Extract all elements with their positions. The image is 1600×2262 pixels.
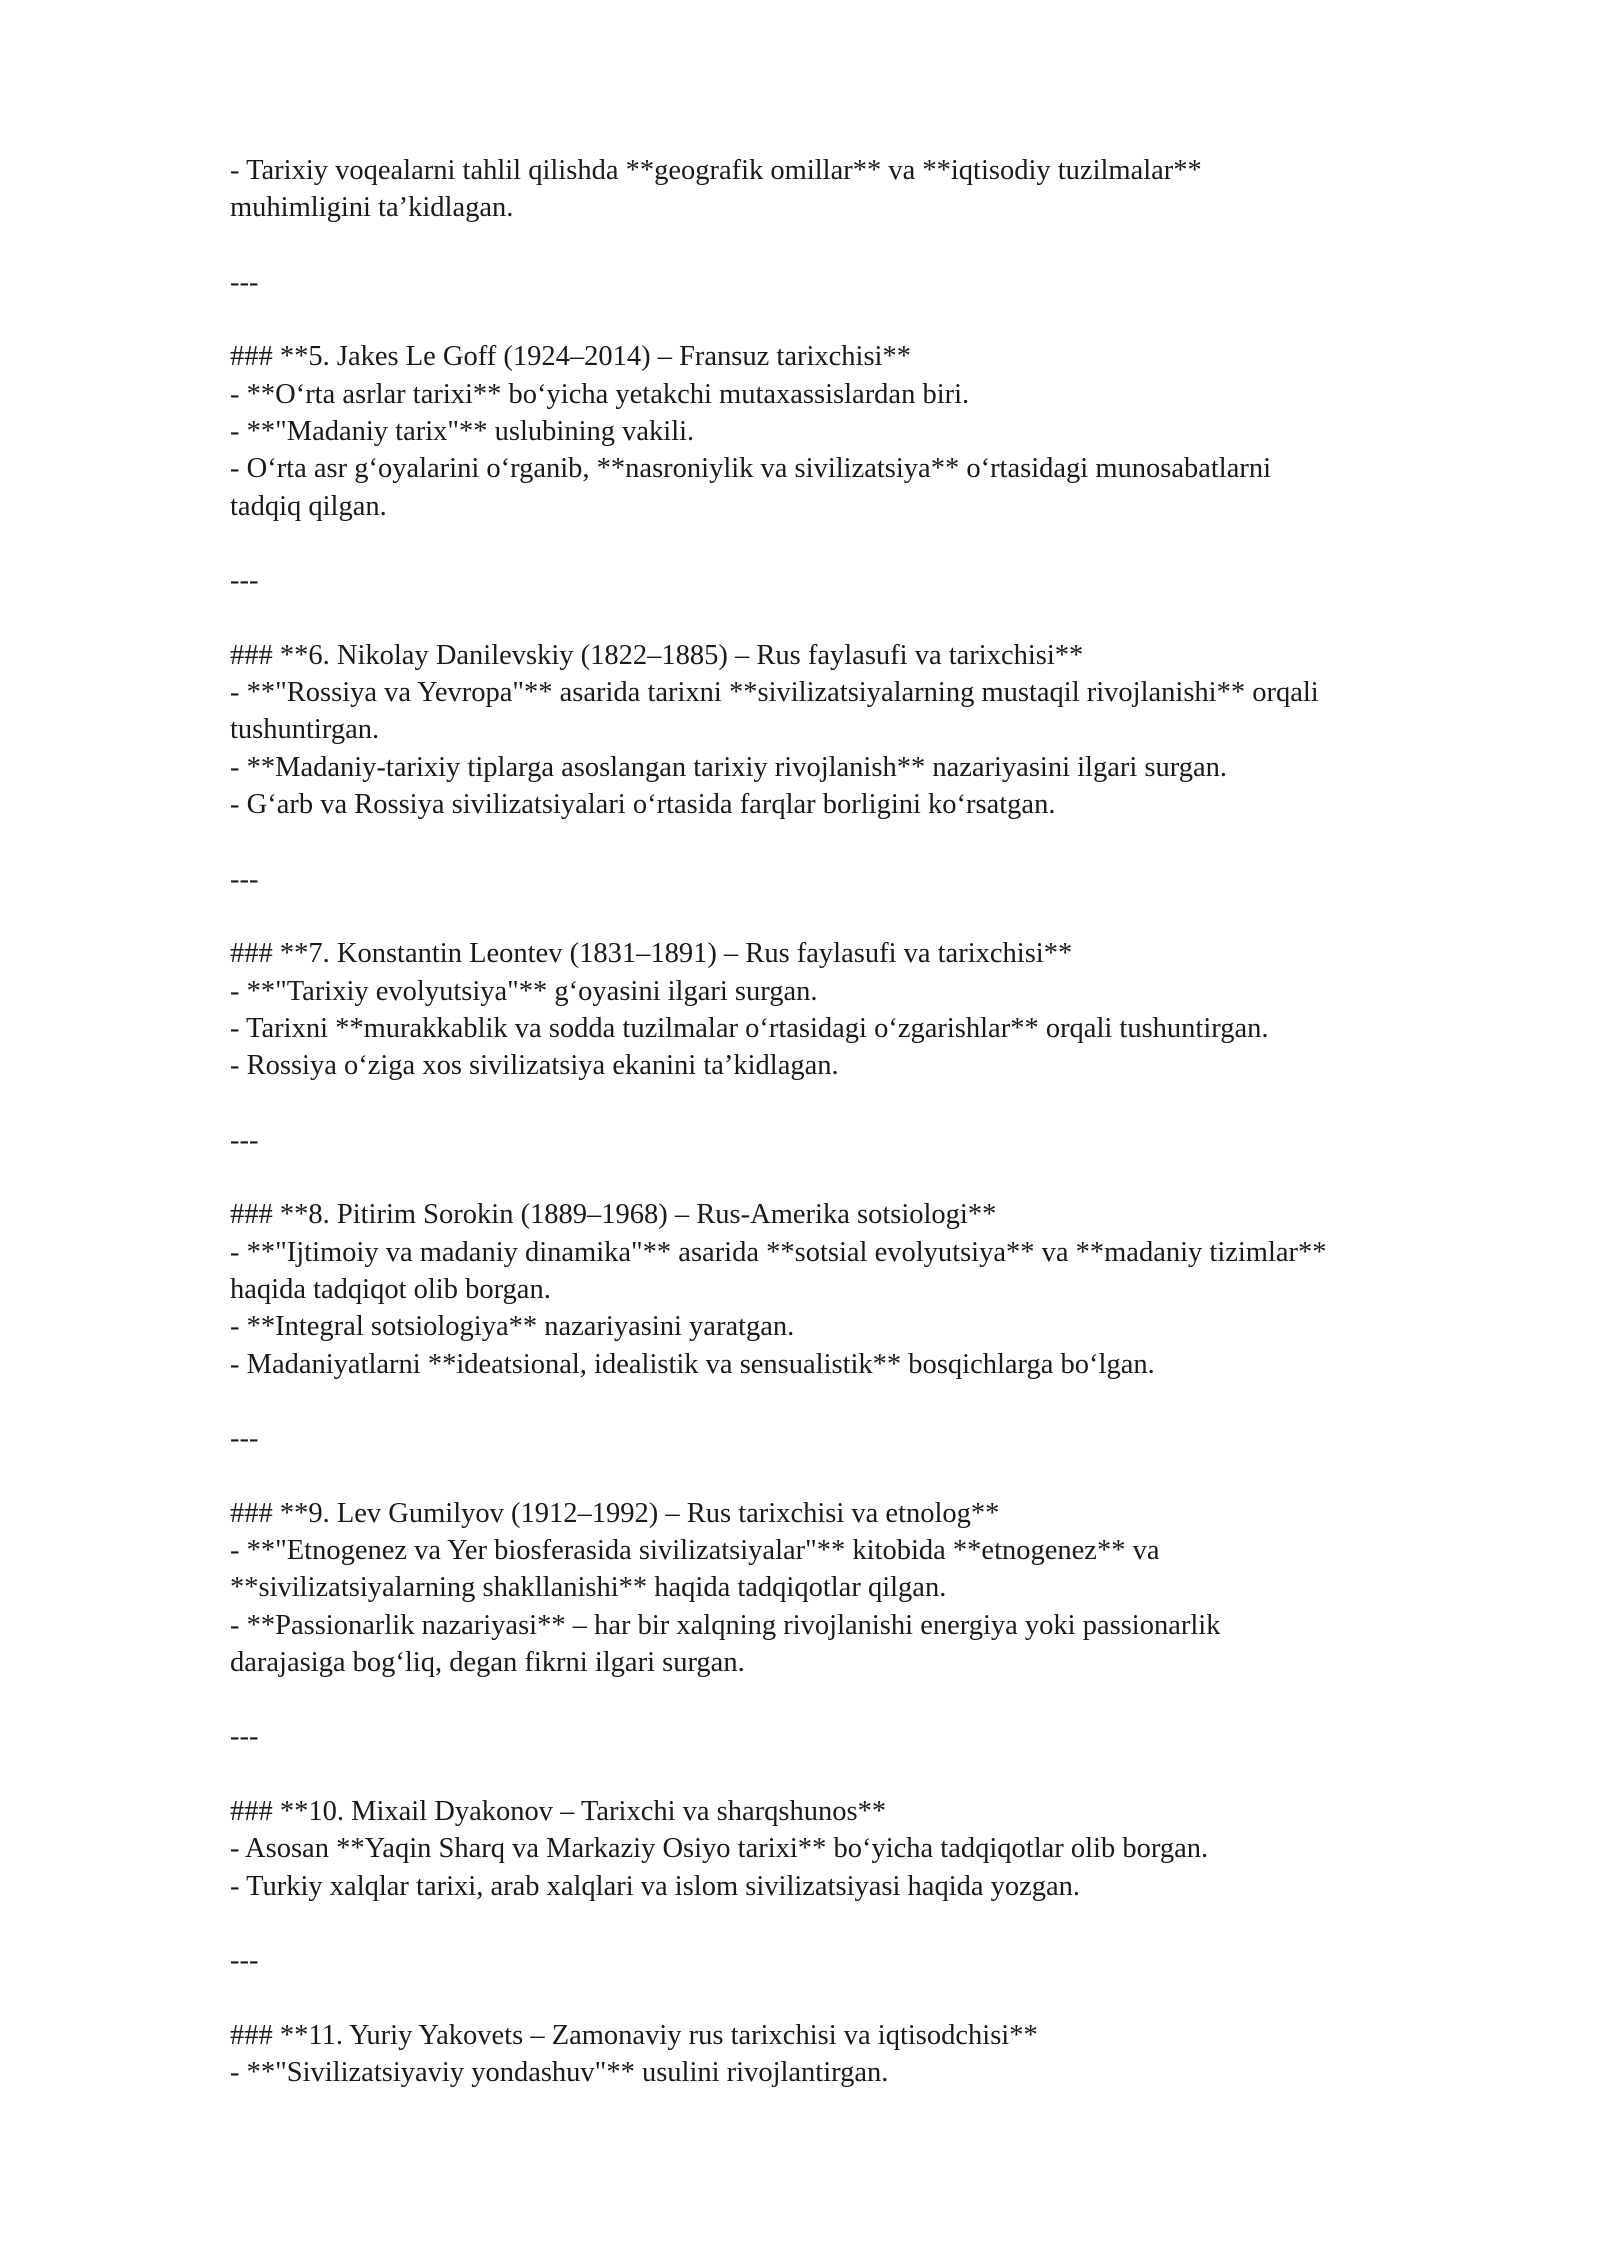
separator: ---	[230, 1423, 259, 1455]
section-8	[230, 1196, 1490, 1382]
separator: ---	[230, 1721, 259, 1753]
blank-line	[230, 898, 1490, 935]
section-heading: ### **9. Lev Gumilyov (1912–1992) – Rus tarixchisi va etnolog**	[230, 1497, 1000, 1529]
separator: ---	[230, 266, 259, 298]
blank-line	[230, 600, 1490, 637]
blank-line	[230, 823, 1490, 860]
section-line: darajasiga bog‘liq, degan fikrni ilgari surgan.	[230, 1646, 745, 1678]
section-line: haqida tadqiqot olib borgan.	[230, 1273, 551, 1305]
section-line: - **O‘rta asrlar tarixi** bo‘yicha yetakchi mutaxassislardan biri.	[230, 378, 970, 410]
intro-paragraph	[230, 152, 1490, 227]
blank-line	[230, 1756, 1490, 1793]
section-line: tushuntirgan.	[230, 714, 380, 746]
blank-line	[230, 1159, 1490, 1196]
blank-line	[230, 227, 1490, 264]
separator: ---	[230, 1945, 259, 1977]
section-heading: ### **6. Nikolay Danilevskiy (1822–1885) – Rus faylasufi va tarixchisi**	[230, 639, 1084, 671]
section-7	[230, 935, 1490, 1084]
blank-line	[230, 1084, 1490, 1121]
section-11	[230, 2017, 1490, 2092]
section-line: **sivilizatsiyalarning shakllanishi** haqida tadqiqotlar qilgan.	[230, 1572, 947, 1604]
blank-line	[230, 525, 1490, 562]
blank-line	[230, 1383, 1490, 1420]
section-line: - **"Ijtimoiy va madaniy dinamika"** asarida **sotsial evolyutsiya** va **madaniy tizimlar**	[230, 1236, 1327, 1268]
section-line: - Rossiya o‘ziga xos sivilizatsiya ekanini ta’kidlagan.	[230, 1050, 839, 1082]
section-line: - **"Tarixiy evolyutsiya"** g‘oyasini ilgari surgan.	[230, 975, 818, 1007]
section-6	[230, 637, 1490, 823]
section-line: - G‘arb va Rossiya sivilizatsiyalari o‘rtasida farqlar borligini ko‘rsatgan.	[230, 789, 1056, 821]
section-10	[230, 1793, 1490, 1905]
intro-line: - Tarixiy voqealarni tahlil qilishda **geografik omillar** va **iqtisodiy tuzilmalar**	[230, 155, 1202, 186]
document-body	[230, 152, 1490, 2091]
blank-line	[230, 301, 1490, 338]
section-9	[230, 1495, 1490, 1681]
section-heading: ### **10. Mixail Dyakonov – Tarixchi va sharqshunos**	[230, 1796, 887, 1828]
section-line: - **"Rossiya va Yevropa"** asarida tarixni **sivilizatsiyalarning mustaqil rivojlanishi** orqali	[230, 677, 1319, 709]
section-line: - **"Etnogenez va Yer biosferasida sivilizatsiyalar"** kitobida **etnogenez** va	[230, 1534, 1160, 1566]
section-line: - Tarixni **murakkablik va sodda tuzilmalar o‘rtasidagi o‘zgarishlar** orqali tushuntirgan.	[230, 1012, 1269, 1044]
section-line: - Turkiy xalqlar tarixi, arab xalqlari va islom sivilizatsiyasi haqida yozgan.	[230, 1870, 1081, 1902]
blank-line	[230, 1457, 1490, 1494]
section-line: - **"Madaniy tarix"** uslubining vakili.	[230, 416, 695, 448]
section-line: - **Integral sotsiologiya** nazariyasini yaratgan.	[230, 1311, 795, 1343]
section-5	[230, 338, 1490, 524]
section-heading: ### **8. Pitirim Sorokin (1889–1968) – Rus-Amerika sotsiologi**	[230, 1199, 997, 1231]
section-line: - **Passionarlik nazariyasi** – har bir xalqning rivojlanishi energiya yoki passionarlik	[230, 1609, 1221, 1641]
separator: ---	[230, 1124, 259, 1156]
section-line: - **Madaniy-tarixiy tiplarga asoslangan tarixiy rivojlanish** nazariyasini ilgari surgan.	[230, 751, 1227, 783]
separator: ---	[230, 565, 259, 597]
blank-line	[230, 1905, 1490, 1942]
blank-line	[230, 1980, 1490, 2017]
section-line: - O‘rta asr g‘oyalarini o‘rganib, **nasroniylik va sivilizatsiya** o‘rtasidagi munosabatlarni	[230, 453, 1272, 485]
section-heading: ### **11. Yuriy Yakovets – Zamonaviy rus tarixchisi va iqtisodchisi**	[230, 2019, 1038, 2051]
intro-line: muhimligini ta’kidlagan.	[230, 192, 514, 224]
section-line: - **"Sivilizatsiyaviy yondashuv"** usulini rivojlantirgan.	[230, 2057, 889, 2089]
section-line: - Madaniyatlarni **ideatsional, idealistik va sensualistik** bosqichlarga bo‘lgan.	[230, 1348, 1155, 1380]
section-heading: ### **7. Konstantin Leontev (1831–1891) – Rus faylasufi va tarixchisi**	[230, 938, 1073, 970]
section-line: - Asosan **Yaqin Sharq va Markaziy Osiyo tarixi** bo‘yicha tadqiqotlar olib borgan.	[230, 1833, 1209, 1865]
section-heading: ### **5. Jakes Le Goff (1924–2014) – Fransuz tarixchisi**	[230, 341, 911, 373]
section-line: tadqiq qilgan.	[230, 490, 387, 522]
separator: ---	[230, 863, 259, 895]
blank-line	[230, 1681, 1490, 1718]
